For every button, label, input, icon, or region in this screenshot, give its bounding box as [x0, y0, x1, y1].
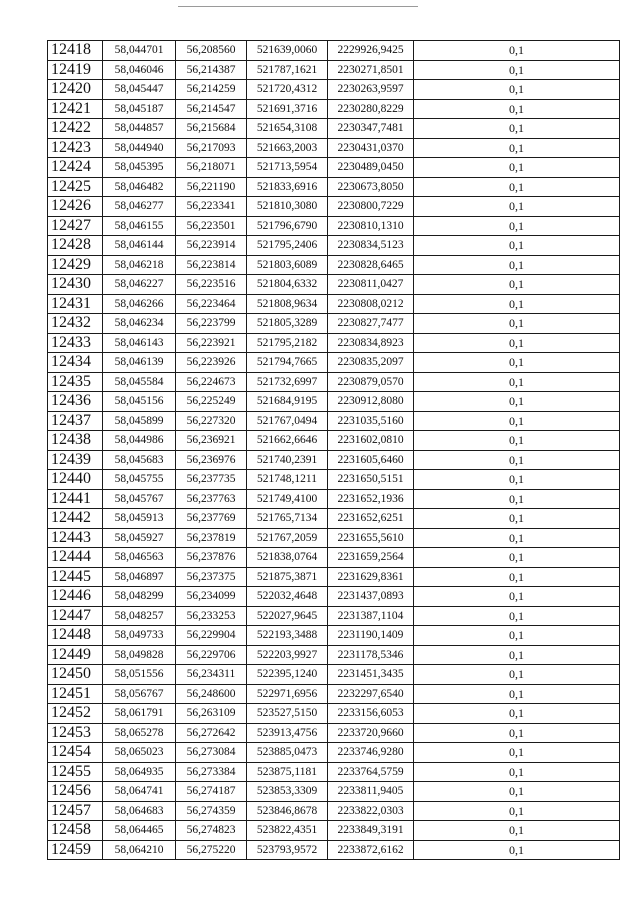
- y-coordinate-cell: 2230263,9597: [328, 80, 414, 100]
- accuracy-cell: 0,1: [414, 587, 620, 607]
- point-number-cell: 12432: [48, 314, 103, 334]
- longitude-cell: 56,229904: [176, 626, 247, 646]
- x-coordinate-cell: 523793,9572: [247, 840, 328, 860]
- accuracy-cell: 0,1: [414, 509, 620, 529]
- table-row: [48, 840, 620, 860]
- point-number-cell: 12454: [48, 743, 103, 763]
- point-number-cell: 12425: [48, 177, 103, 197]
- point-number-cell: 12449: [48, 645, 103, 665]
- point-number-cell: 12420: [48, 80, 103, 100]
- y-coordinate-cell: 2230828,6465: [328, 255, 414, 275]
- point-number-cell: 12433: [48, 333, 103, 353]
- y-coordinate-cell: 2230489,0450: [328, 158, 414, 178]
- y-coordinate-cell: 2230834,5123: [328, 236, 414, 256]
- point-number-cell: 12422: [48, 119, 103, 139]
- longitude-cell: 56,273084: [176, 743, 247, 763]
- longitude-cell: 56,237819: [176, 528, 247, 548]
- x-coordinate-cell: 521749,4100: [247, 489, 328, 509]
- longitude-cell: 56,274359: [176, 801, 247, 821]
- accuracy-cell: 0,1: [414, 626, 620, 646]
- table-row: [48, 548, 620, 568]
- table-row: [48, 587, 620, 607]
- point-number-cell: 12459: [48, 840, 103, 860]
- latitude-cell: 58,044940: [103, 138, 176, 158]
- longitude-cell: 56,214547: [176, 99, 247, 119]
- latitude-cell: 58,049828: [103, 645, 176, 665]
- x-coordinate-cell: 522971,6956: [247, 684, 328, 704]
- x-coordinate-cell: 523822,4351: [247, 821, 328, 841]
- y-coordinate-cell: 2231387,1104: [328, 606, 414, 626]
- y-coordinate-cell: 2230879,0570: [328, 372, 414, 392]
- latitude-cell: 58,064465: [103, 821, 176, 841]
- accuracy-cell: 0,1: [414, 548, 620, 568]
- latitude-cell: 58,045447: [103, 80, 176, 100]
- point-number-cell: 12423: [48, 138, 103, 158]
- top-rule-line: [178, 6, 418, 7]
- table-row: [48, 470, 620, 490]
- longitude-cell: 56,223914: [176, 236, 247, 256]
- table-row: [48, 684, 620, 704]
- x-coordinate-cell: 521805,3289: [247, 314, 328, 334]
- point-number-cell: 12446: [48, 587, 103, 607]
- y-coordinate-cell: 2231652,6251: [328, 509, 414, 529]
- x-coordinate-cell: 521767,0494: [247, 411, 328, 431]
- latitude-cell: 58,064935: [103, 762, 176, 782]
- accuracy-cell: 0,1: [414, 704, 620, 724]
- latitude-cell: 58,051556: [103, 665, 176, 685]
- point-number-cell: 12453: [48, 723, 103, 743]
- latitude-cell: 58,045767: [103, 489, 176, 509]
- table-row: [48, 294, 620, 314]
- accuracy-cell: 0,1: [414, 80, 620, 100]
- table-row: [48, 255, 620, 275]
- accuracy-cell: 0,1: [414, 762, 620, 782]
- y-coordinate-cell: 2231437,0893: [328, 587, 414, 607]
- longitude-cell: 56,234311: [176, 665, 247, 685]
- longitude-cell: 56,272642: [176, 723, 247, 743]
- longitude-cell: 56,215684: [176, 119, 247, 139]
- accuracy-cell: 0,1: [414, 489, 620, 509]
- accuracy-cell: 0,1: [414, 470, 620, 490]
- y-coordinate-cell: 2231652,1936: [328, 489, 414, 509]
- longitude-cell: 56,237735: [176, 470, 247, 490]
- accuracy-cell: 0,1: [414, 99, 620, 119]
- longitude-cell: 56,274823: [176, 821, 247, 841]
- accuracy-cell: 0,1: [414, 333, 620, 353]
- longitude-cell: 56,223341: [176, 197, 247, 217]
- x-coordinate-cell: 521838,0764: [247, 548, 328, 568]
- x-coordinate-cell: 521639,0060: [247, 41, 328, 61]
- point-number-cell: 12419: [48, 60, 103, 80]
- point-number-cell: 12444: [48, 548, 103, 568]
- table-row: [48, 333, 620, 353]
- y-coordinate-cell: 2230673,8050: [328, 177, 414, 197]
- longitude-cell: 56,208560: [176, 41, 247, 61]
- y-coordinate-cell: 2230271,8501: [328, 60, 414, 80]
- longitude-cell: 56,221190: [176, 177, 247, 197]
- table-row: [48, 138, 620, 158]
- y-coordinate-cell: 2233872,6162: [328, 840, 414, 860]
- accuracy-cell: 0,1: [414, 645, 620, 665]
- point-number-cell: 12448: [48, 626, 103, 646]
- point-number-cell: 12439: [48, 450, 103, 470]
- accuracy-cell: 0,1: [414, 275, 620, 295]
- longitude-cell: 56,237769: [176, 509, 247, 529]
- longitude-cell: 56,227320: [176, 411, 247, 431]
- x-coordinate-cell: 521804,6332: [247, 275, 328, 295]
- y-coordinate-cell: 2230827,7477: [328, 314, 414, 334]
- table-row: [48, 821, 620, 841]
- longitude-cell: 56,223799: [176, 314, 247, 334]
- x-coordinate-cell: 521803,6089: [247, 255, 328, 275]
- table-row: [48, 704, 620, 724]
- accuracy-cell: 0,1: [414, 314, 620, 334]
- latitude-cell: 58,064683: [103, 801, 176, 821]
- latitude-cell: 58,046897: [103, 567, 176, 587]
- point-number-cell: 12441: [48, 489, 103, 509]
- y-coordinate-cell: 2232297,6540: [328, 684, 414, 704]
- longitude-cell: 56,223926: [176, 353, 247, 373]
- point-number-cell: 12430: [48, 275, 103, 295]
- latitude-cell: 58,048299: [103, 587, 176, 607]
- latitude-cell: 58,046139: [103, 353, 176, 373]
- y-coordinate-cell: 2229926,9425: [328, 41, 414, 61]
- x-coordinate-cell: 521808,9634: [247, 294, 328, 314]
- table-row: [48, 177, 620, 197]
- y-coordinate-cell: 2233156,6053: [328, 704, 414, 724]
- latitude-cell: 58,046218: [103, 255, 176, 275]
- longitude-cell: 56,233253: [176, 606, 247, 626]
- longitude-cell: 56,218071: [176, 158, 247, 178]
- accuracy-cell: 0,1: [414, 294, 620, 314]
- longitude-cell: 56,223814: [176, 255, 247, 275]
- y-coordinate-cell: 2231655,5610: [328, 528, 414, 548]
- table-row: [48, 762, 620, 782]
- accuracy-cell: 0,1: [414, 255, 620, 275]
- y-coordinate-cell: 2233720,9660: [328, 723, 414, 743]
- accuracy-cell: 0,1: [414, 665, 620, 685]
- x-coordinate-cell: 522027,9645: [247, 606, 328, 626]
- y-coordinate-cell: 2231190,1409: [328, 626, 414, 646]
- latitude-cell: 58,064210: [103, 840, 176, 860]
- accuracy-cell: 0,1: [414, 138, 620, 158]
- accuracy-cell: 0,1: [414, 177, 620, 197]
- point-number-cell: 12450: [48, 665, 103, 685]
- latitude-cell: 58,045927: [103, 528, 176, 548]
- x-coordinate-cell: 523875,1181: [247, 762, 328, 782]
- table-row: [48, 528, 620, 548]
- latitude-cell: 58,044857: [103, 119, 176, 139]
- x-coordinate-cell: 521875,3871: [247, 567, 328, 587]
- y-coordinate-cell: 2230834,8923: [328, 333, 414, 353]
- accuracy-cell: 0,1: [414, 353, 620, 373]
- latitude-cell: 58,045899: [103, 411, 176, 431]
- accuracy-cell: 0,1: [414, 119, 620, 139]
- coordinates-table: [47, 40, 620, 860]
- latitude-cell: 58,061791: [103, 704, 176, 724]
- point-number-cell: 12443: [48, 528, 103, 548]
- latitude-cell: 58,046144: [103, 236, 176, 256]
- y-coordinate-cell: 2230811,0427: [328, 275, 414, 295]
- latitude-cell: 58,046482: [103, 177, 176, 197]
- table-row: [48, 782, 620, 802]
- accuracy-cell: 0,1: [414, 236, 620, 256]
- longitude-cell: 56,214259: [176, 80, 247, 100]
- point-number-cell: 12455: [48, 762, 103, 782]
- point-number-cell: 12429: [48, 255, 103, 275]
- longitude-cell: 56,223516: [176, 275, 247, 295]
- latitude-cell: 58,065278: [103, 723, 176, 743]
- latitude-cell: 58,045683: [103, 450, 176, 470]
- point-number-cell: 12435: [48, 372, 103, 392]
- table-row: [48, 801, 620, 821]
- accuracy-cell: 0,1: [414, 392, 620, 412]
- accuracy-cell: 0,1: [414, 528, 620, 548]
- latitude-cell: 58,045187: [103, 99, 176, 119]
- x-coordinate-cell: 522032,4648: [247, 587, 328, 607]
- y-coordinate-cell: 2231650,5151: [328, 470, 414, 490]
- longitude-cell: 56,236976: [176, 450, 247, 470]
- point-number-cell: 12426: [48, 197, 103, 217]
- table-row: [48, 645, 620, 665]
- table-row: [48, 60, 620, 80]
- x-coordinate-cell: 523913,4756: [247, 723, 328, 743]
- longitude-cell: 56,237763: [176, 489, 247, 509]
- latitude-cell: 58,056767: [103, 684, 176, 704]
- point-number-cell: 12427: [48, 216, 103, 236]
- point-number-cell: 12436: [48, 392, 103, 412]
- coordinates-table-body: [48, 41, 620, 860]
- x-coordinate-cell: 521740,2391: [247, 450, 328, 470]
- y-coordinate-cell: 2231602,0810: [328, 431, 414, 451]
- y-coordinate-cell: 2231451,3435: [328, 665, 414, 685]
- x-coordinate-cell: 522203,9927: [247, 645, 328, 665]
- accuracy-cell: 0,1: [414, 723, 620, 743]
- table-row: [48, 197, 620, 217]
- y-coordinate-cell: 2231605,6460: [328, 450, 414, 470]
- x-coordinate-cell: 522395,1240: [247, 665, 328, 685]
- accuracy-cell: 0,1: [414, 216, 620, 236]
- y-coordinate-cell: 2230810,1310: [328, 216, 414, 236]
- latitude-cell: 58,046266: [103, 294, 176, 314]
- x-coordinate-cell: 521795,2406: [247, 236, 328, 256]
- accuracy-cell: 0,1: [414, 60, 620, 80]
- x-coordinate-cell: 521795,2182: [247, 333, 328, 353]
- latitude-cell: 58,045156: [103, 392, 176, 412]
- table-row: [48, 275, 620, 295]
- table-row: [48, 665, 620, 685]
- x-coordinate-cell: 521691,3716: [247, 99, 328, 119]
- table-row: [48, 158, 620, 178]
- latitude-cell: 58,046046: [103, 60, 176, 80]
- accuracy-cell: 0,1: [414, 567, 620, 587]
- x-coordinate-cell: 521787,1621: [247, 60, 328, 80]
- point-number-cell: 12421: [48, 99, 103, 119]
- longitude-cell: 56,223464: [176, 294, 247, 314]
- latitude-cell: 58,044701: [103, 41, 176, 61]
- x-coordinate-cell: 521810,3080: [247, 197, 328, 217]
- latitude-cell: 58,045755: [103, 470, 176, 490]
- table-row: [48, 489, 620, 509]
- point-number-cell: 12456: [48, 782, 103, 802]
- table-row: [48, 431, 620, 451]
- latitude-cell: 58,046277: [103, 197, 176, 217]
- y-coordinate-cell: 2230431,0370: [328, 138, 414, 158]
- latitude-cell: 58,064741: [103, 782, 176, 802]
- accuracy-cell: 0,1: [414, 158, 620, 178]
- point-number-cell: 12438: [48, 431, 103, 451]
- longitude-cell: 56,217093: [176, 138, 247, 158]
- accuracy-cell: 0,1: [414, 450, 620, 470]
- latitude-cell: 58,045913: [103, 509, 176, 529]
- longitude-cell: 56,237876: [176, 548, 247, 568]
- accuracy-cell: 0,1: [414, 431, 620, 451]
- accuracy-cell: 0,1: [414, 41, 620, 61]
- latitude-cell: 58,046143: [103, 333, 176, 353]
- latitude-cell: 58,044986: [103, 431, 176, 451]
- latitude-cell: 58,048257: [103, 606, 176, 626]
- latitude-cell: 58,065023: [103, 743, 176, 763]
- table-row: [48, 723, 620, 743]
- point-number-cell: 12447: [48, 606, 103, 626]
- table-row: [48, 626, 620, 646]
- x-coordinate-cell: 523853,3309: [247, 782, 328, 802]
- accuracy-cell: 0,1: [414, 606, 620, 626]
- longitude-cell: 56,229706: [176, 645, 247, 665]
- accuracy-cell: 0,1: [414, 821, 620, 841]
- accuracy-cell: 0,1: [414, 684, 620, 704]
- point-number-cell: 12451: [48, 684, 103, 704]
- y-coordinate-cell: 2231629,8361: [328, 567, 414, 587]
- y-coordinate-cell: 2233746,9280: [328, 743, 414, 763]
- accuracy-cell: 0,1: [414, 411, 620, 431]
- x-coordinate-cell: 523846,8678: [247, 801, 328, 821]
- latitude-cell: 58,045584: [103, 372, 176, 392]
- longitude-cell: 56,248600: [176, 684, 247, 704]
- y-coordinate-cell: 2230808,0212: [328, 294, 414, 314]
- table-row: [48, 99, 620, 119]
- longitude-cell: 56,214387: [176, 60, 247, 80]
- table-row: [48, 119, 620, 139]
- x-coordinate-cell: 521767,2059: [247, 528, 328, 548]
- point-number-cell: 12458: [48, 821, 103, 841]
- table-row: [48, 606, 620, 626]
- longitude-cell: 56,234099: [176, 587, 247, 607]
- point-number-cell: 12442: [48, 509, 103, 529]
- latitude-cell: 58,046234: [103, 314, 176, 334]
- point-number-cell: 12418: [48, 41, 103, 61]
- table-row: [48, 41, 620, 61]
- accuracy-cell: 0,1: [414, 840, 620, 860]
- accuracy-cell: 0,1: [414, 743, 620, 763]
- x-coordinate-cell: 521796,6790: [247, 216, 328, 236]
- accuracy-cell: 0,1: [414, 197, 620, 217]
- x-coordinate-cell: 521713,5954: [247, 158, 328, 178]
- y-coordinate-cell: 2233764,5759: [328, 762, 414, 782]
- x-coordinate-cell: 521662,6646: [247, 431, 328, 451]
- y-coordinate-cell: 2233822,0303: [328, 801, 414, 821]
- x-coordinate-cell: 521765,7134: [247, 509, 328, 529]
- x-coordinate-cell: 521748,1211: [247, 470, 328, 490]
- x-coordinate-cell: 521732,6997: [247, 372, 328, 392]
- table-row: [48, 567, 620, 587]
- longitude-cell: 56,263109: [176, 704, 247, 724]
- latitude-cell: 58,046155: [103, 216, 176, 236]
- point-number-cell: 12431: [48, 294, 103, 314]
- x-coordinate-cell: 521654,3108: [247, 119, 328, 139]
- y-coordinate-cell: 2230835,2097: [328, 353, 414, 373]
- longitude-cell: 56,223501: [176, 216, 247, 236]
- x-coordinate-cell: 521833,6916: [247, 177, 328, 197]
- point-number-cell: 12428: [48, 236, 103, 256]
- longitude-cell: 56,274187: [176, 782, 247, 802]
- table-row: [48, 314, 620, 334]
- table-row: [48, 743, 620, 763]
- longitude-cell: 56,223921: [176, 333, 247, 353]
- longitude-cell: 56,225249: [176, 392, 247, 412]
- table-row: [48, 236, 620, 256]
- table-row: [48, 411, 620, 431]
- accuracy-cell: 0,1: [414, 801, 620, 821]
- point-number-cell: 12424: [48, 158, 103, 178]
- accuracy-cell: 0,1: [414, 372, 620, 392]
- y-coordinate-cell: 2230347,7481: [328, 119, 414, 139]
- x-coordinate-cell: 521720,4312: [247, 80, 328, 100]
- latitude-cell: 58,045395: [103, 158, 176, 178]
- latitude-cell: 58,049733: [103, 626, 176, 646]
- point-number-cell: 12440: [48, 470, 103, 490]
- y-coordinate-cell: 2230280,8229: [328, 99, 414, 119]
- latitude-cell: 58,046563: [103, 548, 176, 568]
- point-number-cell: 12434: [48, 353, 103, 373]
- y-coordinate-cell: 2230912,8080: [328, 392, 414, 412]
- table-row: [48, 80, 620, 100]
- point-number-cell: 12445: [48, 567, 103, 587]
- table-row: [48, 392, 620, 412]
- y-coordinate-cell: 2231035,5160: [328, 411, 414, 431]
- longitude-cell: 56,275220: [176, 840, 247, 860]
- table-row: [48, 353, 620, 373]
- y-coordinate-cell: 2231178,5346: [328, 645, 414, 665]
- x-coordinate-cell: 522193,3488: [247, 626, 328, 646]
- longitude-cell: 56,237375: [176, 567, 247, 587]
- x-coordinate-cell: 523885,0473: [247, 743, 328, 763]
- x-coordinate-cell: 523527,5150: [247, 704, 328, 724]
- point-number-cell: 12452: [48, 704, 103, 724]
- point-number-cell: 12457: [48, 801, 103, 821]
- accuracy-cell: 0,1: [414, 782, 620, 802]
- x-coordinate-cell: 521794,7665: [247, 353, 328, 373]
- y-coordinate-cell: 2233849,3191: [328, 821, 414, 841]
- point-number-cell: 12437: [48, 411, 103, 431]
- longitude-cell: 56,273384: [176, 762, 247, 782]
- table-row: [48, 216, 620, 236]
- x-coordinate-cell: 521684,9195: [247, 392, 328, 412]
- table-row: [48, 372, 620, 392]
- latitude-cell: 58,046227: [103, 275, 176, 295]
- longitude-cell: 56,236921: [176, 431, 247, 451]
- table-row: [48, 450, 620, 470]
- y-coordinate-cell: 2231659,2564: [328, 548, 414, 568]
- y-coordinate-cell: 2230800,7229: [328, 197, 414, 217]
- x-coordinate-cell: 521663,2003: [247, 138, 328, 158]
- y-coordinate-cell: 2233811,9405: [328, 782, 414, 802]
- table-row: [48, 509, 620, 529]
- longitude-cell: 56,224673: [176, 372, 247, 392]
